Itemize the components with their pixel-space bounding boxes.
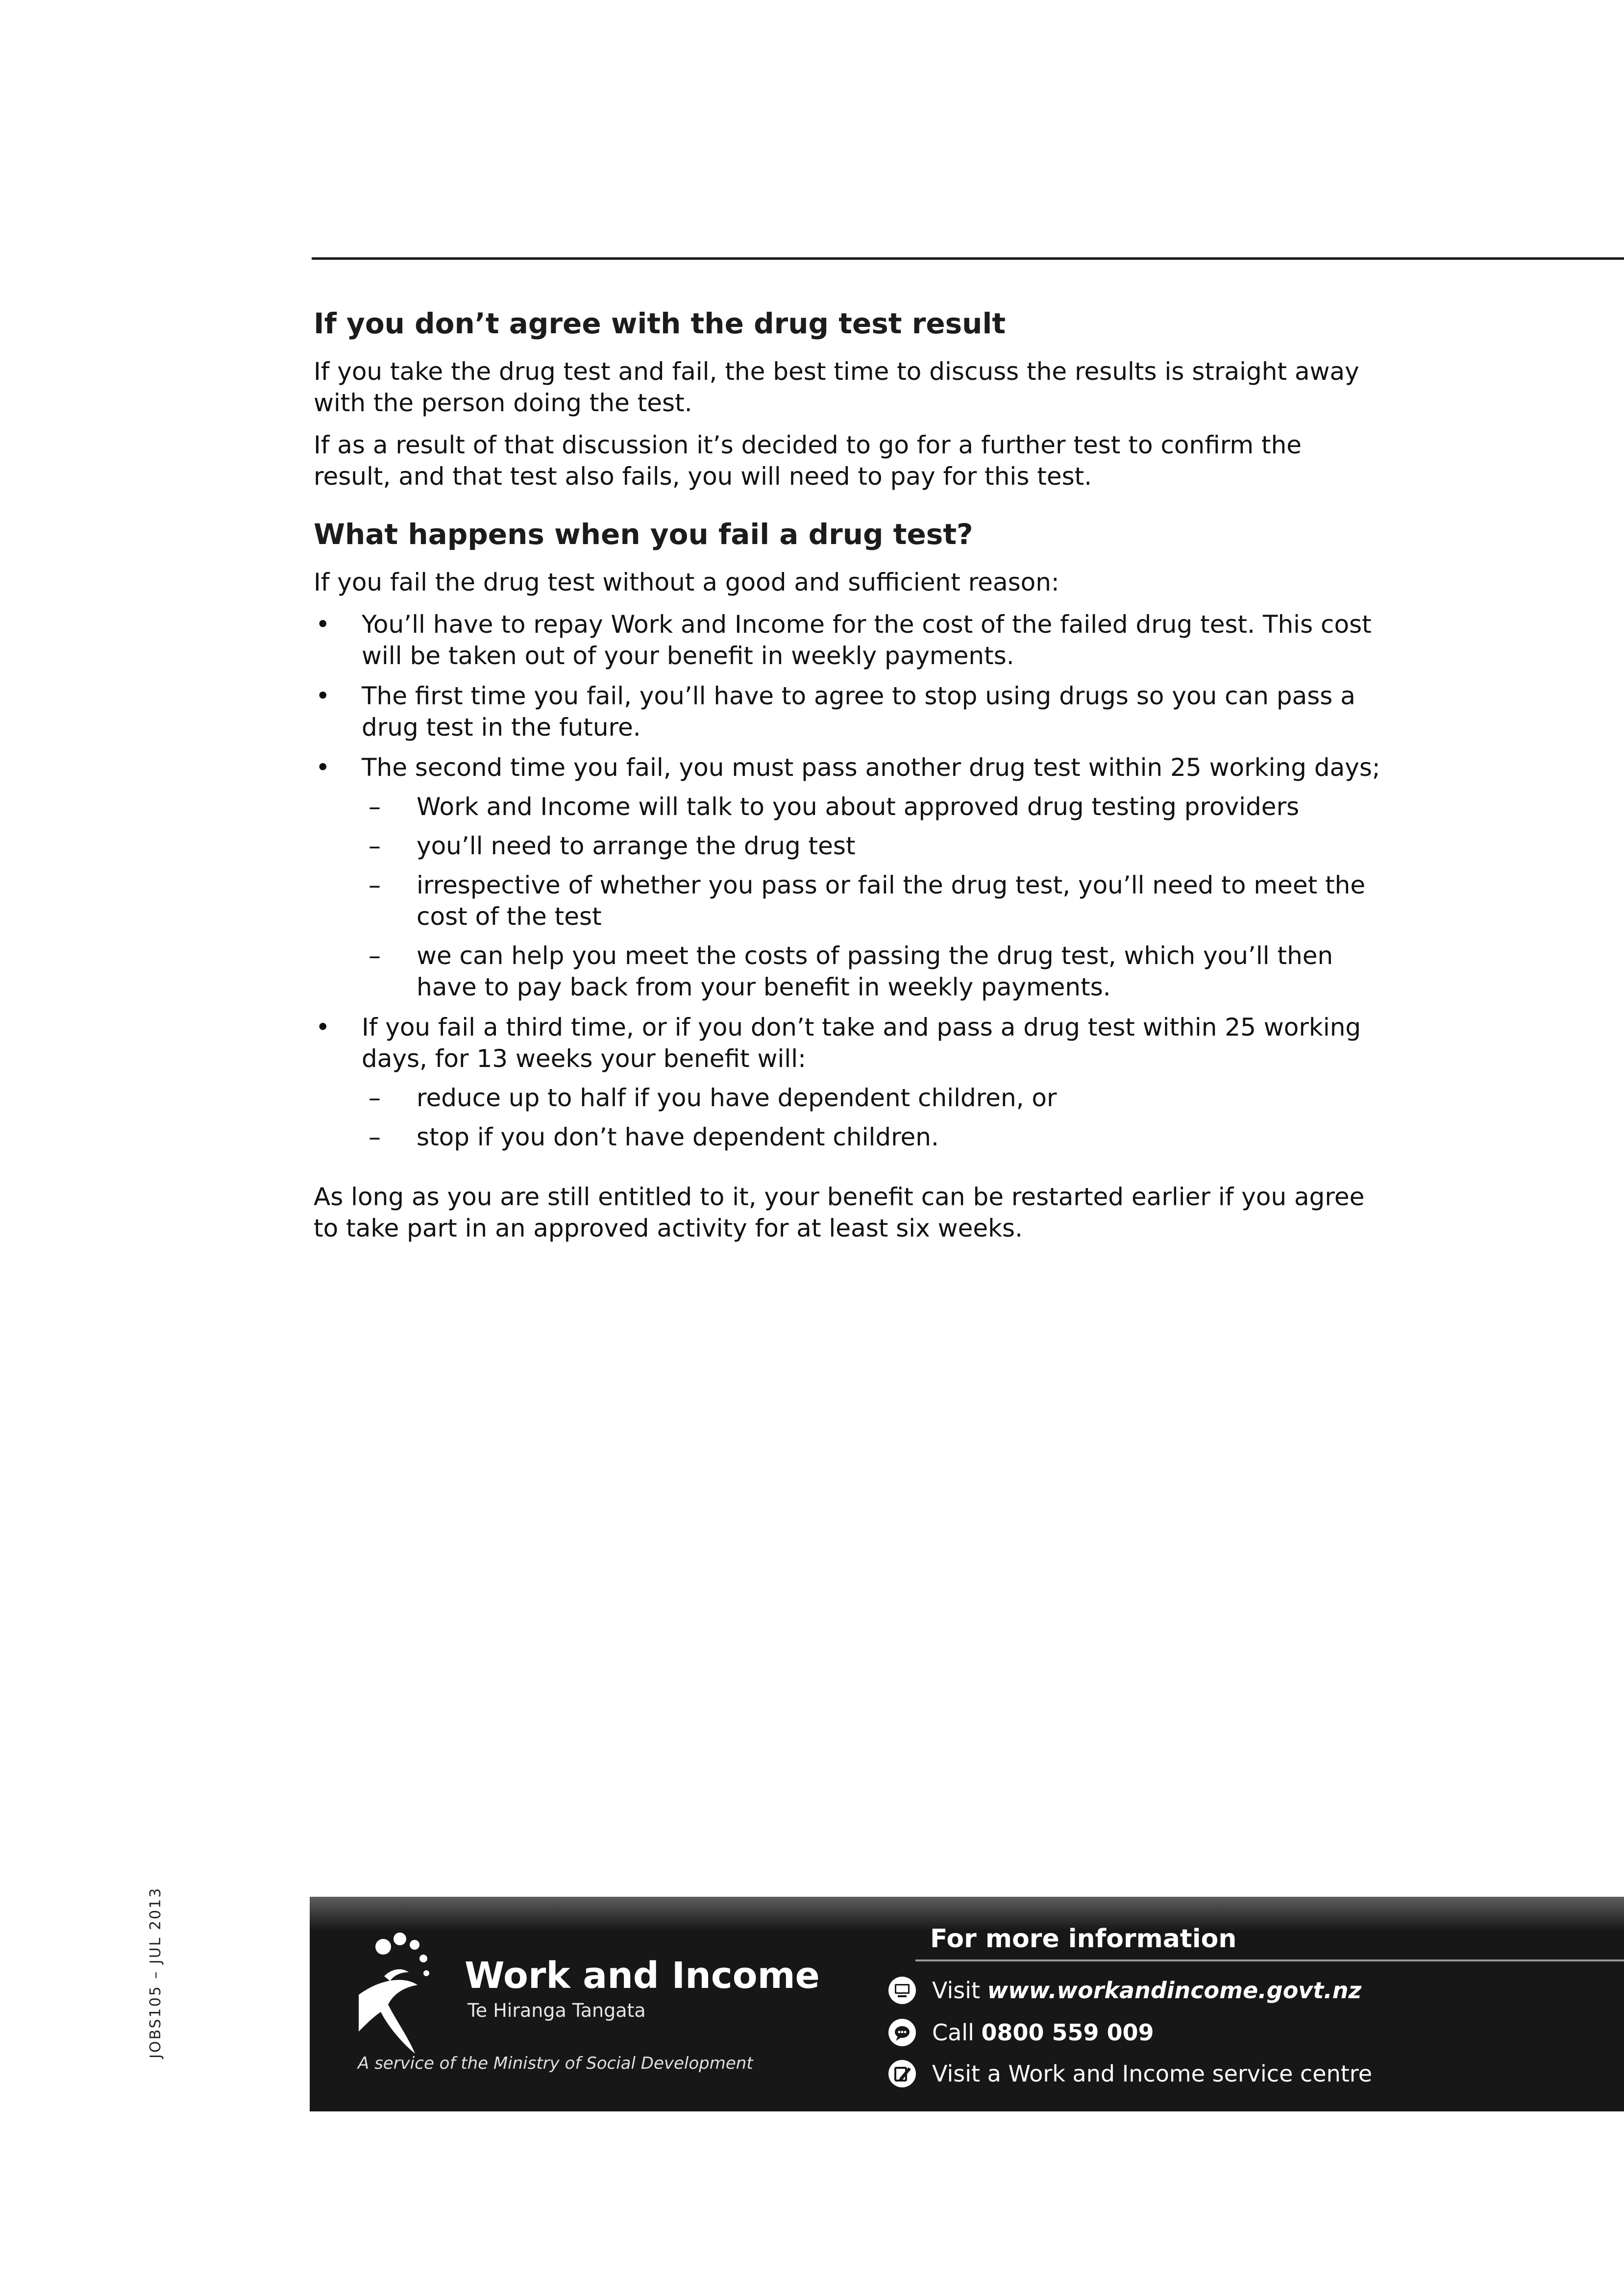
sub-list-item-text: irrespective of whether you pass or fail the drug test, you’ll need to meet the cost of the test [417, 871, 1366, 931]
pen-icon [888, 2059, 916, 2088]
website-line [888, 1976, 1361, 2005]
dash-icon: – [369, 1084, 381, 1112]
dash-icon: – [369, 942, 381, 970]
bullet-icon: • [316, 753, 330, 782]
footer-banner [310, 1897, 1624, 2111]
section2-intro: If you fail the drug test without a good and sufficient reason: [314, 568, 1059, 596]
list-item-text: If you fail a third time, or if you don’t take and pass a drug test within 25 working days, for 13 weeks your benefit will: [362, 1013, 1361, 1073]
info-divider [915, 1959, 1624, 1961]
sub-list-item [362, 1121, 1382, 1153]
sub-list-item [362, 830, 1382, 862]
website-link[interactable]: www.workandincome.govt.nz [987, 1977, 1362, 2004]
top-divider [312, 257, 1624, 260]
consequence-list [314, 609, 1382, 1153]
dash-icon: – [369, 793, 381, 821]
brand-maori-name: Te Hiranga Tangata [468, 2000, 646, 2021]
sub-list [362, 1082, 1382, 1153]
list-item [314, 680, 1382, 743]
sub-list-item-text: Work and Income will talk to you about approved drug testing providers [417, 793, 1300, 821]
info-title: For more information [930, 1924, 1237, 1954]
list-item-text: The second time you fail, you must pass another drug test within 25 working days; [362, 753, 1380, 782]
sub-list-item [362, 869, 1382, 932]
section1-heading: If you don’t agree with the drug test result [314, 307, 1006, 340]
section2-heading: What happens when you fail a drug test? [314, 518, 973, 551]
bullet-icon: • [316, 682, 330, 710]
sub-list-item-text: you’ll need to arrange the drug test [417, 832, 856, 860]
document-code: JOBS105 – JUL 2013 [147, 1886, 164, 2058]
phone-icon [888, 2018, 916, 2047]
sub-list-item [362, 940, 1382, 1003]
dash-icon: – [369, 832, 381, 860]
computer-icon [888, 1976, 916, 2005]
phone-line [888, 2018, 1154, 2047]
list-item-text: The first time you fail, you’ll have to agree to stop using drugs so you can pass a drug test in the future. [362, 682, 1355, 742]
list-item [314, 1012, 1382, 1153]
sub-list-item [362, 791, 1382, 822]
section1-paragraph-1: If you take the drug test and fail, the best time to discuss the results is straight away with the person doing the test. [314, 357, 1359, 417]
visit-line [888, 2059, 1372, 2088]
dash-icon: – [369, 1123, 381, 1151]
work-and-income-logo-icon [349, 1921, 432, 2063]
visit-text: Visit a Work and Income service centre [932, 2060, 1372, 2087]
sub-list-item-text: stop if you don’t have dependent children. [417, 1123, 939, 1151]
closing-paragraph: As long as you are still entitled to it, your benefit can be restarted earlier if you agree to take part in an approved activity for at least six weeks. [314, 1183, 1365, 1242]
sub-list-item-text: reduce up to half if you have dependent children, or [417, 1084, 1057, 1112]
main-content [314, 304, 1382, 1255]
section1-paragraph-2: If as a result of that discussion it’s decided to go for a further test to confirm the result, and that test also fails, you will need to pay for this test. [314, 431, 1302, 491]
sub-list-item [362, 1082, 1382, 1114]
website-prefix: Visit [932, 1977, 981, 2004]
bullet-icon: • [316, 1013, 330, 1041]
phone-number[interactable]: 0800 559 009 [981, 2019, 1154, 2046]
list-item [314, 752, 1382, 1003]
brand-name: Work and Income [465, 1955, 820, 1997]
call-prefix: Call [932, 2019, 974, 2046]
bullet-icon: • [316, 610, 330, 639]
sub-list-item-text: we can help you meet the costs of passing the drug test, which you’ll then have to pay back from your benefit in weekly payments. [417, 942, 1333, 1001]
list-item [314, 609, 1382, 671]
sub-list [362, 791, 1382, 1003]
dash-icon: – [369, 871, 381, 899]
brand-tagline: A service of the Ministry of Social Development [358, 2054, 753, 2073]
list-item-text: You’ll have to repay Work and Income for the cost of the failed drug test. This cost will be taken out of your benefit in weekly payments. [362, 610, 1372, 670]
